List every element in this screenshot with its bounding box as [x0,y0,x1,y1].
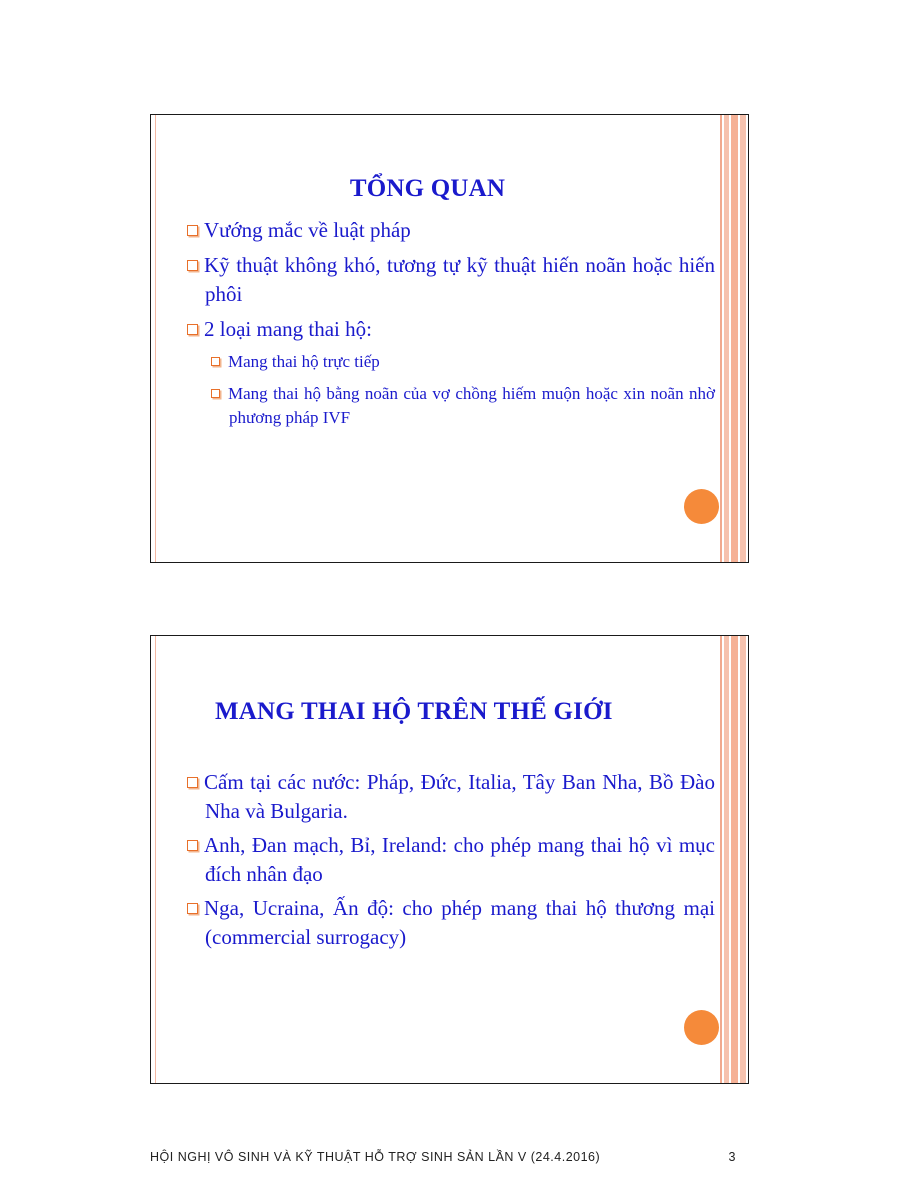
slide-content [187,768,715,957]
slide-stripe [720,636,722,1083]
slide-2 [150,635,749,1084]
bullet-text: Anh, Đan mạch, Bỉ, Ireland: cho phép mang thai hộ vì mục đích nhân đạo [204,833,715,886]
checkbox-bullet-icon [187,903,198,914]
bullet-text: Kỹ thuật không khó, tương tự kỹ thuật hiến noãn hoặc hiến phôi [204,253,715,306]
bullet-text: Nga, Ucraina, Ấn độ: cho phép mang thai hộ thương mại (commercial surrogacy) [204,896,715,949]
page-number: 3 [728,1150,736,1164]
slide-content [187,216,715,438]
slide-stripe [720,115,722,562]
slide-title: TỔNG QUAN [349,175,506,202]
bullet-text: Mang thai hộ bằng noãn của vợ chồng hiếm muộn hoặc xin noãn nhờ phương pháp IVF [228,384,715,427]
bullet-item [187,894,715,952]
orange-circle-accent [684,489,719,524]
sub-bullet-item [211,350,715,374]
slide-left-accent-line [155,636,156,1083]
slide-stripe [724,636,729,1083]
bullet-text: 2 loại mang thai hộ: [204,317,372,341]
orange-circle-accent [684,1010,719,1045]
bullet-item [187,216,715,245]
footer-conference-title: HỘI NGHỊ VÔ SINH VÀ KỸ THUẬT HỖ TRỢ SINH SẢN LẦN V (24.4.2016) [150,1150,601,1164]
checkbox-bullet-icon [187,260,198,271]
bullet-item [187,768,715,826]
checkbox-bullet-icon [211,389,220,398]
sub-bullet-item [211,382,715,430]
slide-stripe [724,115,729,562]
slide-stripe [731,636,738,1083]
bullet-text: Vướng mắc về luật pháp [204,218,411,242]
slide-1 [150,114,749,563]
bullet-item [187,315,715,344]
checkbox-bullet-icon [211,357,220,366]
checkbox-bullet-icon [187,777,198,788]
bullet-text: Mang thai hộ trực tiếp [228,352,380,371]
slide-stripe [731,115,738,562]
checkbox-bullet-icon [187,225,198,236]
bullet-text: Cấm tại các nước: Pháp, Đức, Italia, Tây Ban Nha, Bồ Đào Nha và Bulgaria. [204,770,715,823]
slide-stripe [740,115,746,562]
slide-stripe [740,636,746,1083]
slide-title: MANG THAI HỘ TRÊN THẾ GIỚI [215,698,613,725]
checkbox-bullet-icon [187,840,198,851]
checkbox-bullet-icon [187,324,198,335]
bullet-item [187,251,715,309]
bullet-item [187,831,715,889]
